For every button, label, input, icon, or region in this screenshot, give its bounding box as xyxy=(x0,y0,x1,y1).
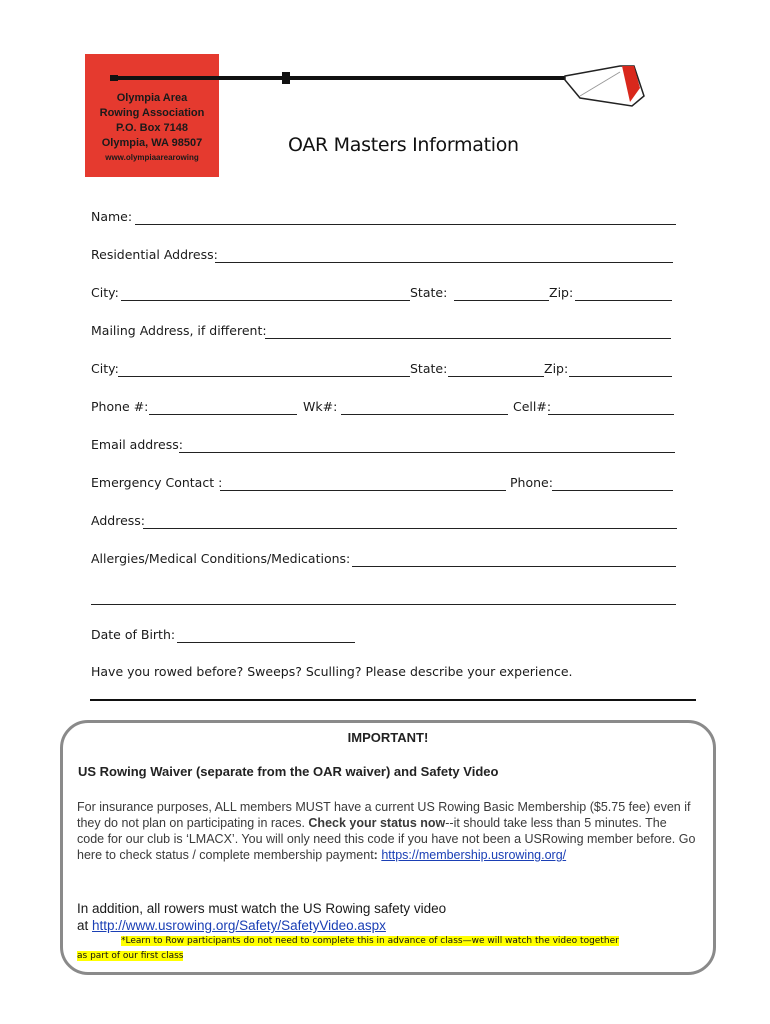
email-field[interactable] xyxy=(179,452,675,453)
logo-line-2: Rowing Association xyxy=(99,107,205,119)
address-label: Address: xyxy=(91,513,145,528)
membership-colon: : xyxy=(373,848,382,862)
mailing-zip-label: Zip: xyxy=(544,361,569,376)
state-field[interactable] xyxy=(454,300,549,301)
name-label: Name: xyxy=(91,209,133,224)
email-row xyxy=(91,437,681,455)
logo-line-3: P.O. Box 7148 xyxy=(116,122,188,134)
wk-field[interactable] xyxy=(341,414,508,415)
important-box xyxy=(60,720,716,975)
residential-address-label: Residential Address: xyxy=(91,247,218,262)
safety-video-paragraph xyxy=(77,900,697,934)
membership-paragraph xyxy=(77,799,697,863)
mailing-city-row xyxy=(91,361,681,379)
mailing-state-field[interactable] xyxy=(448,376,544,377)
mailing-zip-field[interactable] xyxy=(569,376,672,377)
city-field[interactable] xyxy=(121,300,410,301)
email-label: Email address: xyxy=(91,437,183,452)
zip-field[interactable] xyxy=(575,300,672,301)
safety-video-at: at xyxy=(77,918,93,933)
check-status-text: Check your status now xyxy=(308,816,446,830)
logo-line-1: Olympia Area xyxy=(116,92,188,104)
experience-label: Have you rowed before? Sweeps? Sculling? Please describe your experience. xyxy=(91,664,573,679)
experience-answer-line[interactable] xyxy=(90,699,696,701)
address-row xyxy=(91,513,681,531)
cell-field[interactable] xyxy=(548,414,674,415)
residential-address-row xyxy=(91,247,681,265)
important-subheading: US Rowing Waiver (separate from the OAR waiver) and Safety Video xyxy=(78,764,499,779)
mailing-address-label: Mailing Address, if different: xyxy=(91,323,267,338)
city-row xyxy=(91,285,681,303)
emergency-phone-label: Phone: xyxy=(510,475,553,490)
membership-text-a: For insurance purposes, ALL members MUST have a current US Rowing Basic Membership ($5.75 fee) even if they do not plan on participating in races. xyxy=(77,800,691,830)
emergency-phone-field[interactable] xyxy=(552,490,673,491)
allergies-continued-field[interactable] xyxy=(91,604,676,605)
mailing-city-label: City: xyxy=(91,361,119,376)
name-field[interactable] xyxy=(135,224,676,225)
membership-text-b: --it should take less than 5 minutes. The code for our club is ‘LMACX’. You will only need this code if you have not been a USRowing member before. Go here to check status / complete membership payment xyxy=(77,816,696,862)
wk-label: Wk#: xyxy=(303,399,338,414)
dob-row xyxy=(91,627,681,645)
membership-link[interactable]: https://membership.usrowing.org/ xyxy=(381,848,567,862)
name-row xyxy=(91,209,681,227)
address-field[interactable] xyxy=(143,528,677,529)
residential-address-field[interactable] xyxy=(215,262,673,263)
mailing-address-row xyxy=(91,323,681,341)
dob-label: Date of Birth: xyxy=(91,627,176,642)
mailing-address-field[interactable] xyxy=(265,338,671,339)
allergies-continued-row xyxy=(91,589,681,607)
safety-video-link[interactable]: http://www.usrowing.org/Safety/SafetyVideo.aspx xyxy=(92,918,386,933)
zip-label: Zip: xyxy=(549,285,574,300)
emergency-contact-row xyxy=(91,475,681,493)
phone-field[interactable] xyxy=(149,414,297,415)
mailing-state-label: State: xyxy=(410,361,448,376)
note-line-2: as part of our first class xyxy=(77,951,184,961)
learn-to-row-note xyxy=(77,934,697,964)
emergency-contact-label: Emergency Contact : xyxy=(91,475,223,490)
oar-icon xyxy=(110,62,646,110)
state-label: State: xyxy=(410,285,448,300)
logo-website: www.olympiaarearowing xyxy=(105,153,199,162)
allergies-row xyxy=(91,551,681,569)
allergies-field[interactable] xyxy=(352,566,676,567)
logo-line-4: Olympia, WA 98507 xyxy=(101,137,203,149)
experience-row xyxy=(91,664,691,682)
important-heading: IMPORTANT! xyxy=(347,730,429,745)
mailing-city-field[interactable] xyxy=(118,376,410,377)
note-line-1: *Learn to Row participants do not need to complete this in advance of class—we will watch the video together xyxy=(121,936,619,946)
phone-row xyxy=(91,399,681,417)
cell-label: Cell#: xyxy=(513,399,552,414)
dob-field[interactable] xyxy=(177,642,355,643)
phone-label: Phone #: xyxy=(91,399,149,414)
page-title: OAR Masters Information xyxy=(288,134,519,156)
city-label: City: xyxy=(91,285,119,300)
emergency-contact-field[interactable] xyxy=(220,490,506,491)
allergies-label: Allergies/Medical Conditions/Medications: xyxy=(91,551,351,566)
safety-video-text: In addition, all rowers must watch the US Rowing safety video xyxy=(77,901,447,916)
